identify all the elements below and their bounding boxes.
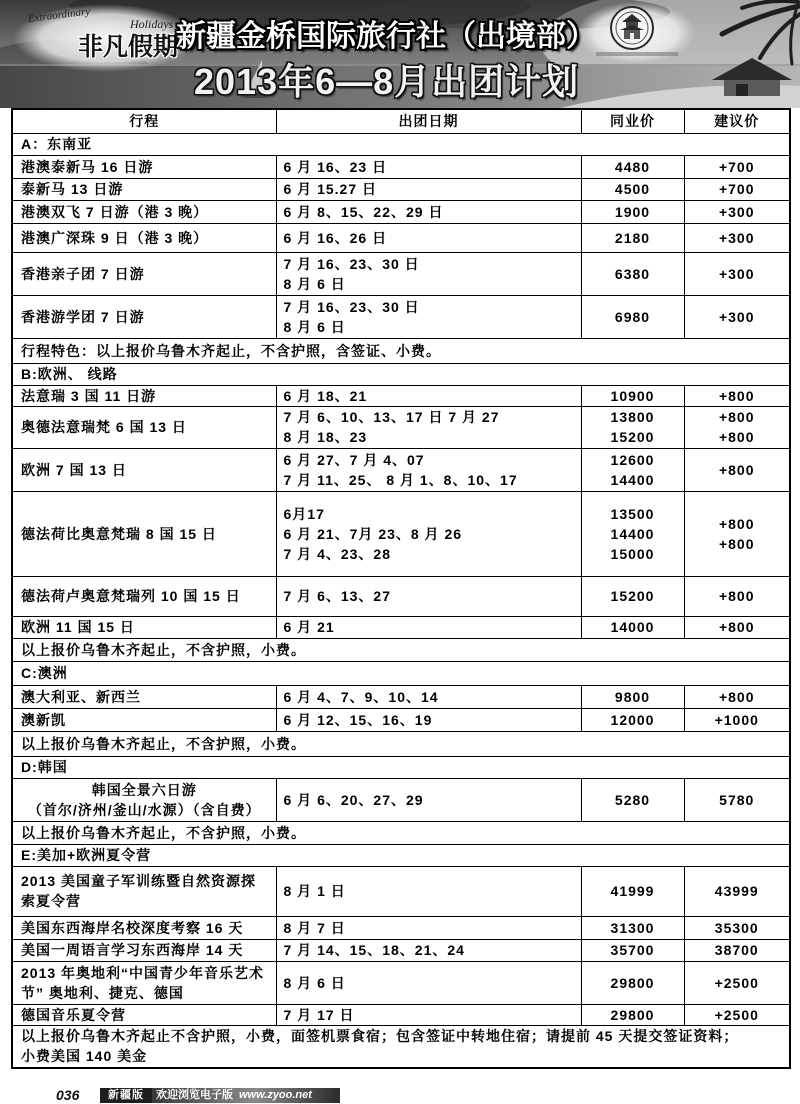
note-row — [12, 638, 790, 661]
note-line: 行程特色：以上报价乌鲁木齐起止，不含护照，含签证、小费。 — [21, 342, 441, 359]
tour-row — [12, 866, 790, 916]
trade-price-value: 15000 — [610, 545, 655, 562]
departure-date-line: 6 月 21 — [283, 619, 335, 635]
trade-price-cell — [581, 252, 684, 295]
suggested-price-value: 43999 — [714, 883, 759, 899]
route-name-line: 2013 美国童子军训练暨自然资源探 — [21, 873, 257, 889]
logo-tagline: Extraordinary — [27, 5, 91, 25]
note-line: 以上报价乌鲁木齐起止，不含护照，小费。 — [21, 824, 306, 841]
dates-cell — [276, 385, 581, 406]
suggested-price-cell — [684, 178, 790, 200]
route-name-line: 欧洲 7 国 13 日 — [21, 461, 127, 478]
departure-date-line: 8 月 18、23 — [283, 429, 368, 445]
route-cell — [12, 616, 276, 638]
website-url: www.zyoo.net — [239, 1089, 312, 1101]
suggested-price-value: +800 — [718, 535, 755, 552]
suggested-price-cell — [684, 961, 790, 1004]
suggested-price-value: +800 — [718, 409, 755, 425]
column-header-trade-price: 同业价 — [581, 109, 684, 133]
suggested-price-cell — [684, 491, 790, 576]
suggested-price-cell — [684, 295, 790, 338]
route-name-line: 德国音乐夏令营 — [21, 1006, 126, 1023]
tour-row — [12, 252, 790, 295]
route-name-line: 索夏令营 — [21, 893, 81, 909]
dates-cell — [276, 685, 581, 708]
dates-cell — [276, 200, 581, 223]
route-cell — [12, 385, 276, 406]
dates-cell — [276, 939, 581, 961]
section-header-row — [12, 661, 790, 685]
tour-row — [12, 616, 790, 638]
trade-price-value: 13800 — [610, 409, 655, 425]
departure-date-line: 6 月 8、15、22、29 日 — [283, 203, 444, 220]
note-row — [12, 1025, 790, 1068]
dates-cell — [276, 295, 581, 338]
route-cell — [12, 939, 276, 961]
trade-price-cell — [581, 155, 684, 178]
trade-price-value: 29800 — [610, 974, 655, 991]
suggested-price-cell — [684, 200, 790, 223]
suggested-price-value: +700 — [718, 158, 755, 175]
tour-row — [12, 406, 790, 448]
departure-date-line: 6 月 6、20、27、29 — [283, 791, 424, 808]
suggested-price-value: +800 — [718, 688, 755, 705]
route-name-line: 澳大利亚、新西兰 — [21, 688, 141, 705]
trade-price-value: 12000 — [610, 711, 655, 728]
tour-row — [12, 576, 790, 616]
trade-price-value: 14400 — [610, 525, 655, 542]
trade-price-value: 13500 — [610, 505, 655, 522]
trade-price-value: 6980 — [614, 308, 651, 325]
departure-date-line: 6月17 — [283, 505, 325, 522]
route-cell — [12, 1004, 276, 1025]
note-line: 以上报价乌鲁木齐起止不含护照，小费，面签机票食宿；包含签证中转地住宿；请提前 45 天提交签证资料； — [21, 1028, 739, 1045]
suggested-price-value: +800 — [718, 387, 755, 404]
route-cell — [12, 155, 276, 178]
suggested-price-cell — [684, 939, 790, 961]
dates-cell — [276, 866, 581, 916]
dates-cell — [276, 252, 581, 295]
trade-price-cell — [581, 448, 684, 491]
route-name-line: 德法荷比奥意梵瑞 8 国 15 日 — [21, 525, 217, 542]
trade-price-value: 14400 — [610, 471, 655, 488]
trade-price-cell — [581, 1004, 684, 1025]
trade-price-value: 2180 — [614, 229, 651, 246]
trade-price-cell — [581, 200, 684, 223]
departure-date-line: 7 月 14、15、18、21、24 — [283, 942, 465, 958]
departure-date-line: 6 月 12、15、16、19 — [283, 711, 433, 728]
route-cell — [12, 866, 276, 916]
departure-date-line: 8 月 6 日 — [283, 318, 346, 335]
tour-row — [12, 961, 790, 1004]
note-row — [12, 731, 790, 756]
route-cell — [12, 778, 276, 821]
dates-cell — [276, 178, 581, 200]
departure-date-line: 6 月 27、7 月 4、07 — [283, 451, 425, 468]
trade-price-cell — [581, 576, 684, 616]
route-cell — [12, 200, 276, 223]
trade-price-cell — [581, 616, 684, 638]
route-name-line: 香港游学团 7 日游 — [21, 308, 145, 325]
departure-date-line: 8 月 6 日 — [283, 974, 346, 991]
trade-price-value: 1900 — [614, 203, 651, 220]
suggested-price-value: +300 — [718, 229, 755, 246]
column-header-suggested-price: 建议价 — [684, 109, 790, 133]
note-row — [12, 338, 790, 363]
trade-price-cell — [581, 708, 684, 731]
route-name-line: 德法荷卢奥意梵瑞列 10 国 15 日 — [21, 588, 241, 604]
route-name-line: 欧洲 11 国 15 日 — [21, 619, 135, 635]
column-header-route: 行程 — [12, 109, 276, 133]
suggested-price-value: +800 — [718, 619, 755, 635]
note-line: 小费美国 140 美金 — [21, 1048, 148, 1065]
promo-text: 欢迎浏览电子版 — [156, 1089, 233, 1101]
section-note — [12, 1025, 790, 1068]
route-name-line: 奥德法意瑞梵 6 国 13 日 — [21, 419, 187, 435]
trade-price-cell — [581, 961, 684, 1004]
suggested-price-cell — [684, 406, 790, 448]
section-label: B:欧洲、 线路 — [12, 363, 790, 385]
schedule-body — [12, 133, 790, 1068]
departure-date-line: 7 月 17 日 — [283, 1006, 355, 1023]
section-label: D:韩国 — [12, 756, 790, 778]
tour-row — [12, 708, 790, 731]
section-label: A：东南亚 — [12, 133, 790, 155]
tour-row — [12, 178, 790, 200]
trade-price-value: 9800 — [614, 688, 651, 705]
suggested-price-value: +2500 — [714, 1006, 759, 1023]
departure-date-line: 6 月 16、23 日 — [283, 158, 388, 175]
route-cell — [12, 223, 276, 252]
page-title: 新疆金桥国际旅行社（出境部） — [176, 20, 596, 53]
suggested-price-value: 35300 — [714, 919, 759, 936]
departure-date-line: 6 月 15.27 日 — [283, 181, 377, 197]
page-number: 036 — [56, 1087, 80, 1103]
tour-row — [12, 200, 790, 223]
suggested-price-cell — [684, 385, 790, 406]
departure-date-line: 6 月 4、7、9、10、14 — [283, 688, 439, 705]
trade-price-value: 29800 — [610, 1006, 655, 1023]
tour-row — [12, 1004, 790, 1025]
tour-schedule-table — [11, 108, 791, 1069]
suggested-price-cell — [684, 616, 790, 638]
route-cell — [12, 448, 276, 491]
note-line: 以上报价乌鲁木齐起止，不含护照，小费。 — [21, 735, 306, 752]
trade-price-cell — [581, 406, 684, 448]
departure-date-line: 7 月 6、13、27 — [283, 588, 391, 604]
suggested-price-value: +800 — [718, 429, 755, 445]
trade-price-value: 35700 — [610, 942, 655, 958]
route-cell — [12, 252, 276, 295]
trade-price-cell — [581, 178, 684, 200]
dates-cell — [276, 916, 581, 939]
section-header-row — [12, 133, 790, 155]
route-name-line: 香港亲子团 7 日游 — [21, 265, 145, 282]
section-label: C:澳洲 — [12, 661, 790, 685]
tour-row — [12, 223, 790, 252]
trade-price-cell — [581, 491, 684, 576]
suggested-price-value: +800 — [718, 588, 755, 604]
suggested-price-cell — [684, 685, 790, 708]
trade-price-value: 31300 — [610, 919, 655, 936]
route-cell — [12, 178, 276, 200]
section-header-row — [12, 363, 790, 385]
route-name-line: 美国东西海岸名校深度考察 16 天 — [21, 919, 244, 936]
trade-price-value: 4480 — [614, 158, 651, 175]
trade-price-value: 6380 — [614, 265, 651, 282]
route-cell — [12, 406, 276, 448]
logo-brand-english: Holidays — [130, 17, 174, 31]
route-name-line: 2013 年奥地利“中国青少年音乐艺术 — [21, 964, 265, 981]
route-name-line: 美国一周语言学习东西海岸 14 天 — [21, 942, 244, 958]
departure-date-line: 7 月 16、23、30 日 — [283, 298, 420, 315]
suggested-price-value: +2500 — [714, 974, 759, 991]
section-note — [12, 638, 790, 661]
trade-price-cell — [581, 866, 684, 916]
dates-cell — [276, 616, 581, 638]
suggested-price-value: +800 — [718, 515, 755, 532]
dates-cell — [276, 491, 581, 576]
departure-date-line: 7 月 16、23、30 日 — [283, 255, 420, 272]
route-name-line: 澳新凯 — [21, 711, 66, 728]
departure-date-line: 6 月 18、21 — [283, 387, 368, 404]
route-cell — [12, 491, 276, 576]
trade-price-cell — [581, 223, 684, 252]
departure-date-line: 7 月 6、10、13、17 日 7 月 27 — [283, 409, 500, 425]
dates-cell — [276, 223, 581, 252]
tour-row — [12, 385, 790, 406]
suggested-price-cell — [684, 778, 790, 821]
suggested-price-value: +300 — [718, 265, 755, 282]
suggested-price-value: +1000 — [714, 711, 759, 728]
trade-price-value: 41999 — [610, 883, 655, 899]
dates-cell — [276, 448, 581, 491]
website-promo — [152, 1088, 340, 1103]
suggested-price-cell — [684, 1004, 790, 1025]
suggested-price-cell — [684, 448, 790, 491]
note-line: 以上报价乌鲁木齐起止，不含护照，小费。 — [21, 641, 306, 658]
trade-price-cell — [581, 685, 684, 708]
departure-date-line: 6 月 16、26 日 — [283, 229, 388, 246]
section-note — [12, 821, 790, 844]
trade-price-value: 14000 — [610, 619, 655, 635]
page-subtitle: 2013年6—8月出团计划 — [194, 61, 580, 102]
section-header-row — [12, 844, 790, 866]
dates-cell — [276, 778, 581, 821]
dates-cell — [276, 406, 581, 448]
route-name-line: 节” 奥地利、捷克、德国 — [21, 984, 184, 1001]
route-cell — [12, 685, 276, 708]
departure-date-line: 8 月 7 日 — [283, 919, 346, 936]
suggested-price-cell — [684, 155, 790, 178]
logo-brand-chinese: 非凡假期 — [78, 33, 179, 61]
suggested-price-value: +700 — [718, 181, 755, 197]
trade-price-value: 5280 — [614, 791, 651, 808]
header-banner — [0, 0, 800, 108]
suggested-price-cell — [684, 252, 790, 295]
route-cell — [12, 708, 276, 731]
suggested-price-cell — [684, 866, 790, 916]
route-name-line: 港澳泰新马 16 日游 — [21, 158, 154, 175]
trade-price-cell — [581, 778, 684, 821]
departure-date-line: 7 月 11、25、 8 月 1、8、10、17 — [283, 471, 518, 488]
tour-row — [12, 155, 790, 178]
trade-price-value: 10900 — [610, 387, 655, 404]
route-name-line: 泰新马 13 日游 — [21, 181, 124, 197]
column-header-dates: 出团日期 — [276, 109, 581, 133]
trade-price-cell — [581, 939, 684, 961]
suggested-price-value: +300 — [718, 203, 755, 220]
dates-cell — [276, 576, 581, 616]
departure-date-line: 8 月 1 日 — [283, 883, 346, 899]
suggested-price-value: 5780 — [719, 791, 755, 808]
route-name-line: 港澳广深珠 9 日（港 3 晚） — [21, 229, 209, 246]
departure-date-line: 7 月 4、23、28 — [283, 545, 391, 562]
section-note — [12, 338, 790, 363]
suggested-price-cell — [684, 916, 790, 939]
trade-price-cell — [581, 385, 684, 406]
route-cell — [12, 295, 276, 338]
suggested-price-value: +800 — [718, 461, 755, 478]
route-name-line: 法意瑞 3 国 11 日游 — [21, 387, 157, 404]
route-cell — [12, 961, 276, 1004]
route-name-line: 港澳双飞 7 日游（港 3 晚） — [21, 203, 209, 220]
trade-price-value: 15200 — [610, 588, 655, 604]
dates-cell — [276, 961, 581, 1004]
suggested-price-value: +300 — [718, 308, 755, 325]
section-header-row — [12, 756, 790, 778]
edition-badge: 新疆版 — [100, 1088, 152, 1103]
tour-row — [12, 778, 790, 821]
note-row — [12, 821, 790, 844]
tour-row — [12, 685, 790, 708]
trade-price-value: 12600 — [610, 451, 655, 468]
tour-row — [12, 448, 790, 491]
route-name-line: （首尔/济州/釜山/水源）（含自费） — [27, 801, 261, 818]
tour-row — [12, 939, 790, 961]
departure-date-line: 8 月 6 日 — [283, 275, 346, 292]
route-cell — [12, 916, 276, 939]
trade-price-cell — [581, 916, 684, 939]
dates-cell — [276, 155, 581, 178]
trade-price-value: 15200 — [610, 429, 655, 445]
departure-date-line: 6 月 21、7月 23、8 月 26 — [283, 525, 463, 542]
suggested-price-cell — [684, 576, 790, 616]
route-name-line: 韩国全景六日游 — [91, 781, 197, 798]
suggested-price-cell — [684, 223, 790, 252]
column-header-row — [12, 109, 790, 133]
suggested-price-cell — [684, 708, 790, 731]
dates-cell — [276, 708, 581, 731]
section-note — [12, 731, 790, 756]
tour-row — [12, 916, 790, 939]
tour-row — [12, 295, 790, 338]
suggested-price-value: 38700 — [714, 942, 759, 958]
route-cell — [12, 576, 276, 616]
section-label: E:美加+欧洲夏令营 — [12, 844, 790, 866]
trade-price-cell — [581, 295, 684, 338]
dates-cell — [276, 1004, 581, 1025]
tour-row — [12, 491, 790, 576]
trade-price-value: 4500 — [614, 181, 651, 197]
